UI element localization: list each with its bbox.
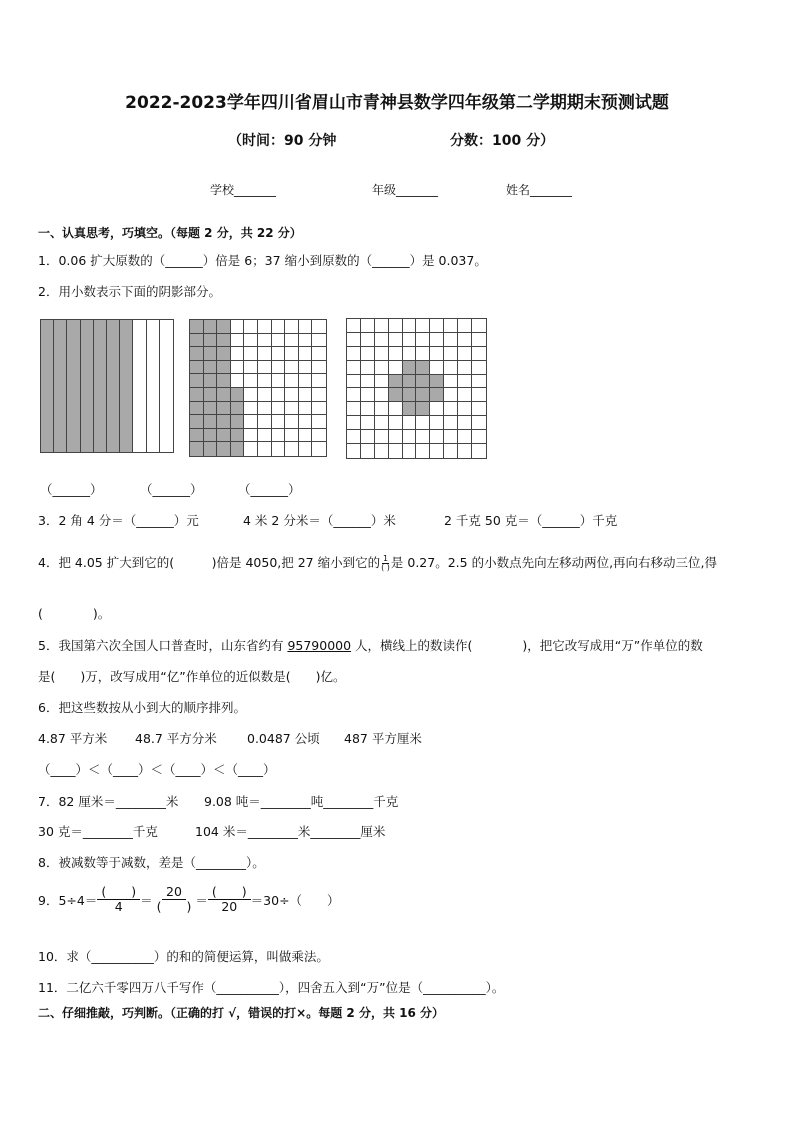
grid-cell <box>244 415 258 429</box>
grid-cell <box>389 361 403 375</box>
grid-cell <box>312 374 326 388</box>
shaded-cell <box>190 361 204 375</box>
grid-cell <box>160 320 173 452</box>
grid-cell <box>285 361 299 375</box>
grid-cell <box>244 429 258 443</box>
q5-population-number: 95790000 <box>287 638 352 653</box>
name-field: 姓名_______ <box>506 183 573 197</box>
grid-cell <box>444 333 458 347</box>
grid-cell <box>375 430 389 444</box>
grid-cell <box>444 402 458 416</box>
section-1-title: 一、认真思考，巧填空。（每题 2 分，共 22 分） <box>38 226 302 240</box>
q9-suffix: ＝30÷（ ） <box>250 892 340 908</box>
section-2-title: 二、仔细推敲，巧判断。（正确的打 √，错误的打×。每题 2 分，共 16 分） <box>38 1006 444 1020</box>
grid-cell <box>347 416 361 430</box>
grid-cell <box>472 416 486 430</box>
grid-cell <box>299 347 313 361</box>
shaded-cell <box>403 375 417 389</box>
grid-cell <box>258 415 272 429</box>
q2-answer-1: （______） <box>40 482 103 497</box>
grid-cell <box>375 402 389 416</box>
grid-cell <box>231 347 245 361</box>
grid-cell <box>312 320 326 334</box>
grid-cell <box>272 402 286 416</box>
grid-cell <box>444 347 458 361</box>
grid-cell <box>361 430 375 444</box>
grid-cell <box>133 320 146 452</box>
q9-f3-den: 20 <box>221 899 238 914</box>
shaded-cell <box>231 402 245 416</box>
q9-f3-num: ( ) <box>208 885 251 900</box>
q9-prefix: 9．5÷4＝ <box>38 892 98 908</box>
grid-cell <box>312 347 326 361</box>
grid-cell <box>458 402 472 416</box>
grid-cell <box>231 320 245 334</box>
shaded-cell <box>204 442 218 456</box>
grid-cell <box>299 402 313 416</box>
q4-text-before: 4．把 4.05 扩大到它的( )倍是 4050,把 27 缩小到它的 <box>38 555 381 570</box>
grid-cell <box>361 347 375 361</box>
grid-cell <box>299 374 313 388</box>
shaded-cell <box>217 429 231 443</box>
shaded-cell <box>217 442 231 456</box>
q4-text-after: 是 0.27。2.5 的小数点先向左移动两位,再向右移动三位,得 <box>390 555 718 570</box>
q9-fraction-1 <box>97 885 140 914</box>
grid-cell <box>361 388 375 402</box>
shaded-cell <box>231 388 245 402</box>
grid-cell <box>375 375 389 389</box>
grid-cell <box>347 319 361 333</box>
grid-cell <box>299 361 313 375</box>
shaded-cell <box>217 388 231 402</box>
grid-cell <box>430 402 444 416</box>
grid-cell <box>430 319 444 333</box>
shaded-cell <box>416 375 430 389</box>
grid-cell <box>444 444 458 458</box>
grid-cell <box>458 416 472 430</box>
grid-cell <box>285 347 299 361</box>
shaded-cell <box>190 388 204 402</box>
grid-cell <box>375 347 389 361</box>
grid-cell <box>444 319 458 333</box>
q9-f2-num: 20 <box>162 885 186 900</box>
q6-item-4: 487 平方厘米 <box>344 731 422 746</box>
grid-cell <box>389 444 403 458</box>
grid-cell <box>375 444 389 458</box>
question-10: 10．求（__________）的和的简便运算，叫做乘法。 <box>38 949 329 964</box>
grid-cell <box>416 333 430 347</box>
grid-cell <box>444 361 458 375</box>
grid-cell <box>416 319 430 333</box>
shaded-cell <box>217 334 231 348</box>
grid-cell <box>458 430 472 444</box>
shaded-cell <box>204 320 218 334</box>
grid-cell <box>458 388 472 402</box>
shaded-cell <box>94 320 107 452</box>
grid-cell <box>285 429 299 443</box>
grid-cell <box>258 361 272 375</box>
grid-cell <box>285 388 299 402</box>
grid-cell <box>361 444 375 458</box>
grid-cell <box>361 402 375 416</box>
question-7a: 7．82 厘米＝________米 <box>38 794 179 809</box>
grid-cell <box>347 333 361 347</box>
grid-cell <box>258 334 272 348</box>
grid-cell <box>389 416 403 430</box>
shaded-cell <box>204 347 218 361</box>
grid-cell <box>389 319 403 333</box>
shaded-cell <box>217 361 231 375</box>
grid-cell <box>347 402 361 416</box>
grid-cell <box>299 388 313 402</box>
shaded-cell <box>204 402 218 416</box>
shaded-cell <box>231 429 245 443</box>
grid-cell <box>375 333 389 347</box>
grid-cell <box>458 333 472 347</box>
q2-answer-3: （______） <box>238 482 301 497</box>
grid-cell <box>347 361 361 375</box>
grid-cell <box>472 333 486 347</box>
grid-cell <box>312 402 326 416</box>
shaded-cell <box>204 361 218 375</box>
grid-cell <box>416 347 430 361</box>
shaded-cell <box>190 320 204 334</box>
shaded-cell <box>120 320 133 452</box>
q6-item-2: 48.7 平方分米 <box>135 731 217 746</box>
grid-cell <box>430 333 444 347</box>
shaded-cell <box>204 388 218 402</box>
grid-cell <box>403 430 417 444</box>
question-8: 8．被减数等于减数，差是（________）。 <box>38 855 265 870</box>
q9-f1-num: ( ) <box>97 885 140 900</box>
question-3c: 2 千克 50 克＝（______）千克 <box>444 513 618 528</box>
question-7d: 104 米＝________米________厘米 <box>195 824 386 839</box>
question-5-line2: 是( )万，改写成用“亿”作单位的近似数是( )亿。 <box>38 669 346 684</box>
q9-equals-1: ＝ <box>140 892 153 908</box>
shaded-cell <box>190 415 204 429</box>
grid-cell <box>231 361 245 375</box>
grid-cell <box>430 430 444 444</box>
grid-cell <box>472 402 486 416</box>
grid-cell <box>299 320 313 334</box>
question-4 <box>38 553 717 572</box>
grid-cell <box>472 361 486 375</box>
grid-cell <box>147 320 160 452</box>
grid-cell <box>285 320 299 334</box>
shaded-cell <box>389 388 403 402</box>
shaded-cell <box>54 320 67 452</box>
grid-cell <box>347 347 361 361</box>
grid-cell <box>299 442 313 456</box>
grid-cell <box>272 429 286 443</box>
shaded-cell <box>403 402 417 416</box>
grid-cell <box>299 429 313 443</box>
shaded-cell <box>204 374 218 388</box>
shaded-cell <box>190 374 204 388</box>
shaded-cell <box>204 429 218 443</box>
grid-cell <box>231 374 245 388</box>
shaded-cell <box>416 402 430 416</box>
grid-cell <box>361 333 375 347</box>
shaded-cell <box>217 402 231 416</box>
page-title: 2022-2023学年四川省眉山市青神县数学四年级第二学期期末预测试题 <box>125 93 669 113</box>
question-6: 6．把这些数按从小到大的顺序排列。 <box>38 700 246 715</box>
grid-cell <box>472 388 486 402</box>
q9-fraction-2 <box>153 885 196 914</box>
grid-cell <box>458 444 472 458</box>
shaded-cell <box>190 347 204 361</box>
grid-cell <box>430 416 444 430</box>
q6-item-3: 0.0487 公顷 <box>247 731 320 746</box>
grid-cell <box>312 388 326 402</box>
grid-cell <box>444 416 458 430</box>
grid-cell <box>444 430 458 444</box>
grid-cell <box>403 319 417 333</box>
question-3b: 4 米 2 分米＝（______）米 <box>243 513 396 528</box>
grid-cell <box>403 347 417 361</box>
shaded-cell <box>67 320 80 452</box>
shaded-cell <box>190 442 204 456</box>
q5-text-before: 5．我国第六次全国人口普查时，山东省约有 <box>38 638 288 653</box>
question-7b: 9.08 吨＝________吨________千克 <box>204 794 399 809</box>
grid-cell <box>347 444 361 458</box>
grid-cell <box>444 375 458 389</box>
grid-cell <box>312 415 326 429</box>
grid-cell <box>375 388 389 402</box>
grade-field: 年级_______ <box>372 183 439 197</box>
shaded-cell <box>403 388 417 402</box>
grid-cell <box>389 402 403 416</box>
grid-cell <box>347 430 361 444</box>
grid-cell <box>272 388 286 402</box>
shaded-cell <box>217 320 231 334</box>
grid-cell <box>299 334 313 348</box>
shaded-cell <box>430 375 444 389</box>
q9-f1-den: 4 <box>114 899 123 914</box>
grid-cell <box>361 361 375 375</box>
shaded-cell <box>389 375 403 389</box>
question-1: 1．0.06 扩大原数的（______）倍是 6；37 缩小到原数的（______）是 0.037。 <box>38 253 487 268</box>
grid-cell <box>258 402 272 416</box>
grid-cell <box>258 374 272 388</box>
grid-cell <box>416 444 430 458</box>
q4-frac-num: 1 <box>382 554 389 563</box>
question-2: 2．用小数表示下面的阴影部分。 <box>38 284 221 299</box>
shaded-cell <box>204 415 218 429</box>
q5-text-after: 人，横线上的数读作( )，把它改写成用“万”作单位的数 <box>351 638 703 653</box>
grid-cell <box>244 388 258 402</box>
grid-cell <box>361 416 375 430</box>
grid-cell <box>272 334 286 348</box>
grid-cell <box>472 375 486 389</box>
hundred-grid-figure-1 <box>189 319 327 457</box>
q2-answer-2: （______） <box>140 482 203 497</box>
shaded-cell <box>190 429 204 443</box>
shaded-cell <box>231 415 245 429</box>
grid-cell <box>258 429 272 443</box>
grid-cell <box>375 319 389 333</box>
grid-cell <box>389 333 403 347</box>
grid-cell <box>444 388 458 402</box>
grid-cell <box>312 334 326 348</box>
grid-cell <box>272 442 286 456</box>
grid-cell <box>285 334 299 348</box>
grid-cell <box>389 430 403 444</box>
q6-item-1: 4.87 平方米 <box>38 731 108 746</box>
shaded-cell <box>41 320 54 452</box>
grid-cell <box>430 361 444 375</box>
grid-cell <box>285 415 299 429</box>
grid-cell <box>258 442 272 456</box>
shaded-cell <box>81 320 94 452</box>
grid-cell <box>472 430 486 444</box>
question-9 <box>38 885 340 914</box>
grid-cell <box>403 444 417 458</box>
grid-cell <box>285 402 299 416</box>
shaded-cell <box>416 388 430 402</box>
grid-cell <box>244 347 258 361</box>
grid-cell <box>258 388 272 402</box>
grid-cell <box>458 347 472 361</box>
grid-cell <box>416 430 430 444</box>
grid-cell <box>285 374 299 388</box>
grid-cell <box>312 361 326 375</box>
grid-cell <box>389 347 403 361</box>
hundred-grid-figure-2 <box>346 318 487 459</box>
grid-cell <box>312 429 326 443</box>
shaded-cell <box>107 320 120 452</box>
grid-cell <box>430 347 444 361</box>
shaded-cell <box>416 361 430 375</box>
grid-cell <box>272 320 286 334</box>
grid-cell <box>403 333 417 347</box>
grid-cell <box>430 444 444 458</box>
grid-cell <box>258 320 272 334</box>
grid-cell <box>285 442 299 456</box>
shaded-cell <box>217 415 231 429</box>
q4-fraction <box>380 555 391 572</box>
grid-cell <box>231 334 245 348</box>
shaded-cell <box>204 334 218 348</box>
question-5 <box>38 636 703 654</box>
grid-cell <box>403 416 417 430</box>
grid-cell <box>375 361 389 375</box>
shaded-cell <box>190 402 204 416</box>
grid-cell <box>458 375 472 389</box>
shaded-cell <box>217 374 231 388</box>
question-7c: 30 克＝________千克 <box>38 824 158 839</box>
grid-cell <box>272 361 286 375</box>
grid-cell <box>472 444 486 458</box>
q6-order-blanks: （____）＜（____）＜（____）＜（____） <box>38 762 276 777</box>
q4-frac-den: ( ) <box>381 563 390 572</box>
grid-cell <box>361 319 375 333</box>
grid-cell <box>272 347 286 361</box>
grid-cell <box>312 442 326 456</box>
q9-f2-den: ( ) <box>156 899 192 914</box>
question-11: 11．二亿六千零四万八千写作（__________），四舍五入到“万”位是（__________）。 <box>38 980 505 995</box>
grid-cell <box>244 442 258 456</box>
school-field: 学校_______ <box>210 183 277 197</box>
grid-cell <box>458 361 472 375</box>
grid-cell <box>458 319 472 333</box>
grid-cell <box>416 416 430 430</box>
question-3a: 3．2 角 4 分＝（______）元 <box>38 513 199 528</box>
shaded-cell <box>190 334 204 348</box>
question-4-line2: ( )。 <box>38 606 111 621</box>
grid-cell <box>472 319 486 333</box>
grid-cell <box>258 347 272 361</box>
grid-cell <box>244 374 258 388</box>
shaded-cell <box>430 388 444 402</box>
grid-cell <box>299 415 313 429</box>
grid-cell <box>347 388 361 402</box>
grid-cell <box>244 402 258 416</box>
grid-cell <box>472 347 486 361</box>
grid-cell <box>347 375 361 389</box>
q9-fraction-3 <box>208 885 251 914</box>
strip-grid-figure <box>40 319 174 453</box>
grid-cell <box>272 374 286 388</box>
grid-cell <box>244 320 258 334</box>
grid-cell <box>272 415 286 429</box>
grid-cell <box>244 334 258 348</box>
grid-cell <box>244 361 258 375</box>
shaded-cell <box>217 347 231 361</box>
q9-equals-2: ＝ <box>195 892 208 908</box>
score-label: 分数：100 分） <box>450 133 555 149</box>
grid-cell <box>375 416 389 430</box>
time-label: （时间：90 分钟 <box>228 133 337 149</box>
shaded-cell <box>403 361 417 375</box>
grid-cell <box>361 375 375 389</box>
shaded-cell <box>231 442 245 456</box>
